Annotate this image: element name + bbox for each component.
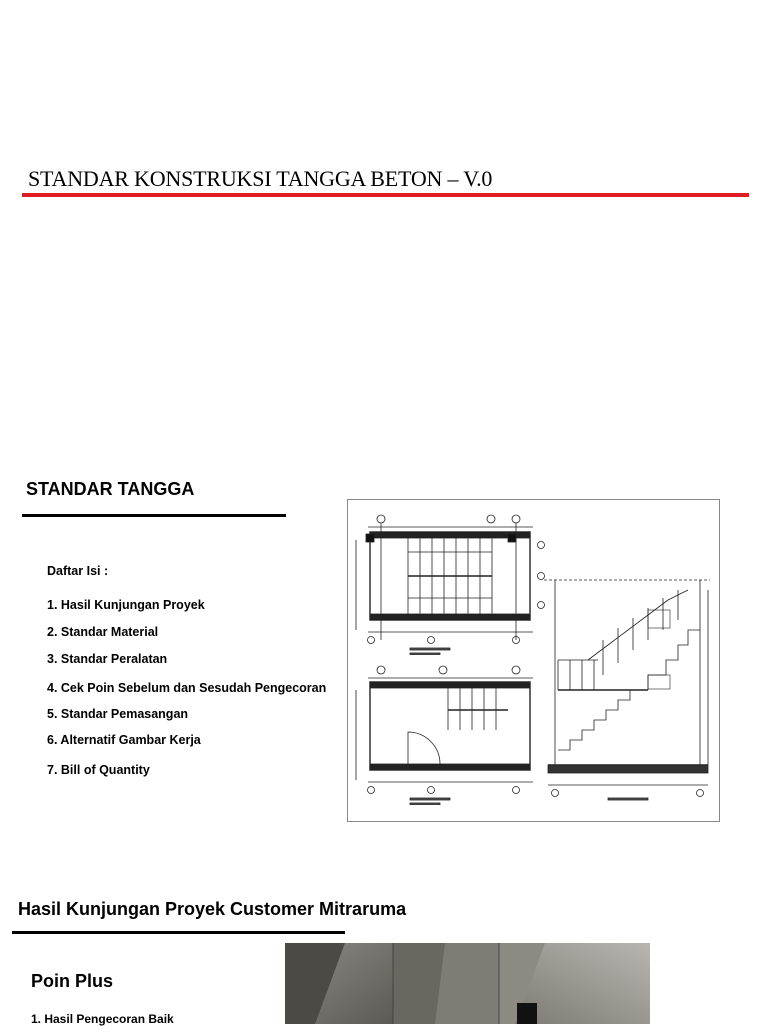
subheading-poin-plus: Poin Plus: [31, 971, 114, 991]
document-title: STANDAR KONSTRUKSI TANGGA BETON – V.0: [28, 166, 493, 191]
toc-item: 4. Cek Poin Sebelum dan Sesudah Pengecoran: [47, 681, 327, 695]
toc-item: 7. Bill of Quantity: [47, 763, 150, 777]
toc-item: 1. Hasil Kunjungan Proyek: [47, 598, 205, 612]
toc-item: 2. Standar Material: [47, 625, 159, 639]
section-heading-hasil-kunjungan: Hasil Kunjungan Proyek Customer Mitraruma: [18, 899, 407, 919]
poin-plus-item: 1. Hasil Pengecoran Baik: [31, 1012, 174, 1026]
toc-item: 3. Standar Peralatan: [47, 652, 168, 666]
title-underline: [22, 193, 749, 197]
section-underline: [12, 931, 345, 934]
toc-item: 5. Standar Pemasangan: [47, 707, 189, 721]
stair-technical-drawing: [347, 499, 720, 822]
section-heading-standar-tangga: STANDAR TANGGA: [26, 479, 195, 499]
section-underline: [22, 514, 286, 517]
site-photos: [285, 943, 650, 1024]
toc-item: 6. Alternatif Gambar Kerja: [47, 733, 201, 747]
toc-title: Daftar Isi :: [47, 564, 109, 578]
